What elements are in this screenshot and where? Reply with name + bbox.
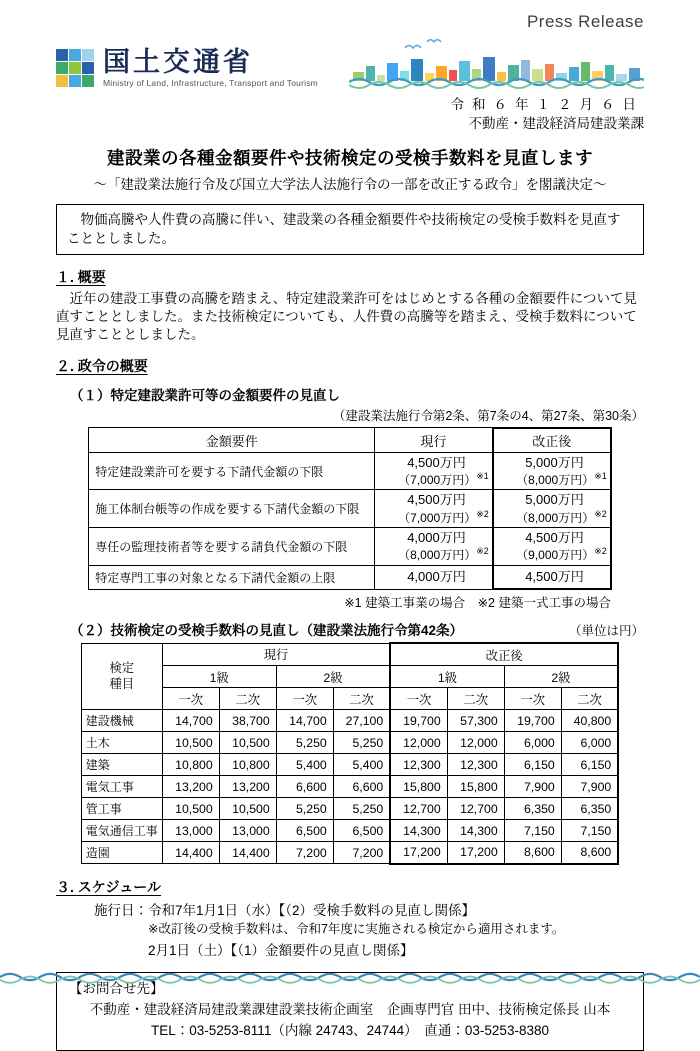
amount-value: 4,500万円 bbox=[407, 454, 466, 470]
fee-stage-header: 一次 bbox=[162, 688, 219, 710]
summary-box bbox=[56, 204, 644, 255]
fee-group-current: 現行 bbox=[162, 643, 390, 666]
fee-value: 17,200 bbox=[390, 842, 447, 864]
amount-revised-cell bbox=[493, 452, 611, 490]
amount-header-requirement: 金額要件 bbox=[89, 428, 375, 453]
amount-revised-cell bbox=[493, 490, 611, 528]
fee-value: 10,800 bbox=[162, 754, 219, 776]
fee-value: 7,900 bbox=[561, 776, 618, 798]
fee-value: 13,000 bbox=[219, 820, 276, 842]
fee-value: 12,000 bbox=[447, 732, 504, 754]
fee-table-row bbox=[81, 798, 618, 820]
subsection1-caption-row bbox=[56, 384, 644, 405]
fee-value: 6,350 bbox=[504, 798, 561, 820]
fee-table-row bbox=[81, 732, 618, 754]
fee-value: 14,700 bbox=[276, 710, 333, 732]
amount-value: 4,500万円 bbox=[525, 568, 584, 584]
ministry-name: 国土交通省 bbox=[103, 46, 253, 77]
fee-value: 5,250 bbox=[276, 732, 333, 754]
header bbox=[56, 34, 644, 88]
fee-grade-header: 2級 bbox=[504, 666, 618, 688]
fee-header-grade-row bbox=[81, 666, 618, 688]
fee-value: 5,250 bbox=[276, 798, 333, 820]
schedule-line-1: 施行日：令和7年1月1日（水）【（2）受検手数料の見直し関係】 bbox=[94, 902, 476, 918]
fee-value: 27,100 bbox=[333, 710, 390, 732]
fee-header-stage-row bbox=[81, 688, 618, 710]
section1-body: 近年の建設工事費の高騰を踏まえ、特定建設業許可をはじめとする各種の金額要件について見直すこととしました。また技術検定についても、人件費の高騰等を踏まえ、受検手数料について見直すこととしました。 bbox=[56, 290, 638, 342]
date-block bbox=[56, 96, 644, 134]
fee-subject-label: 建設機械 bbox=[81, 710, 162, 732]
schedule-line-2: 2月1日（土）【（1）金額要件の見直し関係】 bbox=[148, 943, 414, 959]
fee-value: 14,700 bbox=[162, 710, 219, 732]
fee-table-row bbox=[81, 842, 618, 864]
fee-subject-label: 電気工事 bbox=[81, 776, 162, 798]
amount-table-header-row bbox=[89, 428, 611, 453]
summary-text: 物価高騰や人件費の高騰に伴い、建設業の各種金額要件や技術検定の受検手数料を見直すこととしました。 bbox=[67, 211, 621, 247]
fee-value: 40,800 bbox=[561, 710, 618, 732]
fee-value: 12,300 bbox=[390, 754, 447, 776]
amount-value: 5,000万円 bbox=[525, 492, 584, 508]
fee-subject-label: 電気通信工事 bbox=[81, 820, 162, 842]
subsection2-caption-row bbox=[56, 619, 644, 639]
mlit-logo bbox=[56, 48, 318, 88]
fee-value: 15,800 bbox=[447, 776, 504, 798]
fee-value: 10,500 bbox=[162, 798, 219, 820]
contact-office: 不動産・建設経済局建設業課建設業技術企画室 企画専門官 田中、技術検定係長 山本 bbox=[89, 1001, 611, 1017]
amount-table-row bbox=[89, 490, 611, 528]
amount-paren-value: （7,000万円）$^{※2}$ bbox=[398, 508, 489, 525]
amount-current-cell bbox=[375, 565, 493, 589]
amount-paren-value: （7,000万円）$^{※1}$ bbox=[398, 471, 489, 488]
bird-icon bbox=[405, 46, 421, 49]
fee-value: 14,300 bbox=[447, 820, 504, 842]
press-release-label: Press Release bbox=[526, 12, 644, 31]
fee-value: 8,600 bbox=[504, 842, 561, 864]
fee-value: 57,300 bbox=[447, 710, 504, 732]
fee-value: 7,150 bbox=[561, 820, 618, 842]
document-title: 建設業の各種金額要件や技術検定の受検手数料を見直します bbox=[107, 147, 593, 168]
amount-requirement-label: 施工体制台帳等の作成を要する下請代金額の下限 bbox=[89, 490, 375, 528]
fee-value: 6,600 bbox=[333, 776, 390, 798]
amount-note-marker: ※2 bbox=[476, 546, 489, 557]
fee-grade-header: 1級 bbox=[162, 666, 276, 688]
fee-value: 14,400 bbox=[162, 842, 219, 864]
amount-revised-cell bbox=[493, 565, 611, 589]
fee-header-group-row bbox=[81, 643, 618, 666]
section2-heading: ２. 政令の概要 bbox=[56, 357, 148, 374]
fee-stage-header: 一次 bbox=[390, 688, 447, 710]
contact-label: 【お問合せ先】 bbox=[69, 980, 164, 996]
amount-requirements-table bbox=[88, 427, 612, 590]
buildings bbox=[353, 57, 640, 81]
bird-icon bbox=[427, 40, 441, 42]
fee-value: 10,500 bbox=[162, 732, 219, 754]
fee-value: 6,000 bbox=[504, 732, 561, 754]
fee-stage-header: 一次 bbox=[276, 688, 333, 710]
issuing-department: 不動産・建設経済局建設業課 bbox=[468, 115, 644, 131]
fee-value: 5,250 bbox=[333, 732, 390, 754]
amount-current-cell bbox=[375, 490, 493, 528]
amount-value: 4,500万円 bbox=[407, 492, 466, 508]
fee-value: 38,700 bbox=[219, 710, 276, 732]
fee-stage-header: 二次 bbox=[447, 688, 504, 710]
amount-paren-value: （8,000万円）$^{※1}$ bbox=[516, 471, 607, 488]
amount-value: 4,000万円 bbox=[407, 569, 466, 585]
fee-corner-label: 検定種目 bbox=[109, 660, 135, 692]
release-date: 令和６年１２月６日 bbox=[450, 97, 644, 112]
fee-value: 10,500 bbox=[219, 798, 276, 820]
unit-note: （単位は円） bbox=[568, 624, 644, 639]
logo-text bbox=[103, 48, 318, 88]
fee-value: 14,400 bbox=[219, 842, 276, 864]
fee-table-row bbox=[81, 754, 618, 776]
fee-stage-header: 二次 bbox=[561, 688, 618, 710]
footer-wave-decoration bbox=[0, 968, 700, 986]
amount-table-row bbox=[89, 452, 611, 490]
document-subtitle: ～「建設業法施行令及び国立大学法人法施行令の一部を改正する政令」を閣議決定～ bbox=[93, 176, 607, 192]
section3-heading: ３. スケジュール bbox=[56, 878, 161, 895]
amount-paren-value: （8,000万円）$^{※2}$ bbox=[516, 508, 607, 525]
fee-table-body bbox=[81, 710, 618, 864]
fee-subject-label: 管工事 bbox=[81, 798, 162, 820]
amount-note-marker: ※2 bbox=[594, 508, 607, 519]
fee-table-row bbox=[81, 820, 618, 842]
fee-value: 6,500 bbox=[333, 820, 390, 842]
fee-value: 10,500 bbox=[219, 732, 276, 754]
section1-heading: １. 概要 bbox=[56, 268, 106, 285]
amount-current-cell bbox=[375, 528, 493, 566]
fee-value: 12,700 bbox=[390, 798, 447, 820]
fee-value: 6,150 bbox=[504, 754, 561, 776]
amount-table-row bbox=[89, 528, 611, 566]
fee-value: 19,700 bbox=[504, 710, 561, 732]
amount-requirement-label: 特定建設業許可を要する下請代金額の下限 bbox=[89, 452, 375, 490]
fee-value: 6,350 bbox=[561, 798, 618, 820]
amount-note-marker: ※2 bbox=[476, 508, 489, 519]
fee-value: 15,800 bbox=[390, 776, 447, 798]
amount-note-marker: ※2 bbox=[594, 546, 607, 557]
fee-value: 6,500 bbox=[276, 820, 333, 842]
fee-value: 13,200 bbox=[219, 776, 276, 798]
schedule-note: ※改訂後の受検手数料は、令和7年度に実施される検定から適用されます。 bbox=[148, 922, 565, 937]
fee-subject-label: 造園 bbox=[81, 842, 162, 864]
fee-value: 19,700 bbox=[390, 710, 447, 732]
amount-value: 5,000万円 bbox=[525, 454, 584, 470]
fee-value: 5,250 bbox=[333, 798, 390, 820]
fee-value: 7,200 bbox=[333, 842, 390, 864]
amount-note-marker: ※1 bbox=[476, 471, 489, 482]
fee-stage-header: 一次 bbox=[504, 688, 561, 710]
fee-value: 10,800 bbox=[219, 754, 276, 776]
fee-value: 6,150 bbox=[561, 754, 618, 776]
amount-header-revised: 改正後 bbox=[493, 428, 611, 453]
amount-current-cell bbox=[375, 452, 493, 490]
fee-grade-header: 1級 bbox=[390, 666, 504, 688]
fee-value: 12,700 bbox=[447, 798, 504, 820]
fee-corner-header bbox=[81, 643, 162, 710]
fee-value: 5,400 bbox=[333, 754, 390, 776]
fee-value: 12,000 bbox=[390, 732, 447, 754]
fee-stage-header: 二次 bbox=[219, 688, 276, 710]
amount-revised-cell bbox=[493, 528, 611, 566]
fee-group-revised: 改正後 bbox=[390, 643, 618, 666]
amount-table-body bbox=[89, 452, 611, 589]
amount-header-current: 現行 bbox=[375, 428, 493, 453]
ministry-name-en: Ministry of Land, Infrastructure, Transport and Tourism bbox=[103, 78, 318, 88]
amount-table-footnote: ※1 建築工事業の場合 ※2 建築一式工事の場合 bbox=[344, 596, 611, 611]
schedule bbox=[56, 901, 644, 961]
amount-requirement-label: 特定専門工事の対象となる下請代金額の上限 bbox=[89, 565, 375, 589]
amount-note-marker: ※1 bbox=[594, 471, 607, 482]
fee-table-row bbox=[81, 710, 618, 732]
exam-fee-table bbox=[81, 642, 620, 865]
fee-value: 8,600 bbox=[561, 842, 618, 864]
fee-value: 12,300 bbox=[447, 754, 504, 776]
law-reference-note: （建設業法施行令第2条、第7条の4、第27条、第30条） bbox=[332, 408, 644, 423]
fee-value: 13,000 bbox=[162, 820, 219, 842]
amount-table-row bbox=[89, 565, 611, 589]
fee-value: 13,200 bbox=[162, 776, 219, 798]
cityscape-illustration bbox=[349, 36, 644, 92]
amount-paren-value: （8,000万円）$^{※2}$ bbox=[398, 546, 489, 563]
fee-value: 7,200 bbox=[276, 842, 333, 864]
amount-value: 4,500万円 bbox=[525, 530, 584, 546]
fee-stage-header: 二次 bbox=[333, 688, 390, 710]
fee-value: 7,150 bbox=[504, 820, 561, 842]
amount-requirement-label: 専任の監理技術者等を要する請負代金額の下限 bbox=[89, 528, 375, 566]
contact-phone: TEL：03-5253-8111（内線 24743、24744） 直通：03-5253-8380 bbox=[151, 1022, 549, 1038]
subsection1-caption: （１）特定建設業許可等の金額要件の見直し bbox=[70, 387, 340, 403]
fee-table-row bbox=[81, 776, 618, 798]
mlit-logo-mark-icon bbox=[56, 49, 94, 87]
amount-value: 4,000万円 bbox=[407, 530, 466, 546]
fee-subject-label: 建築 bbox=[81, 754, 162, 776]
fee-subject-label: 土木 bbox=[81, 732, 162, 754]
fee-value: 17,200 bbox=[447, 842, 504, 864]
fee-value: 7,900 bbox=[504, 776, 561, 798]
amount-paren-value: （9,000万円）$^{※2}$ bbox=[516, 546, 607, 563]
fee-value: 14,300 bbox=[390, 820, 447, 842]
fee-value: 6,000 bbox=[561, 732, 618, 754]
fee-value: 6,600 bbox=[276, 776, 333, 798]
fee-value: 5,400 bbox=[276, 754, 333, 776]
fee-grade-header: 2級 bbox=[276, 666, 390, 688]
subsection2-caption: （２）技術検定の受検手数料の見直し（建設業法施行令第42条） bbox=[70, 623, 464, 639]
